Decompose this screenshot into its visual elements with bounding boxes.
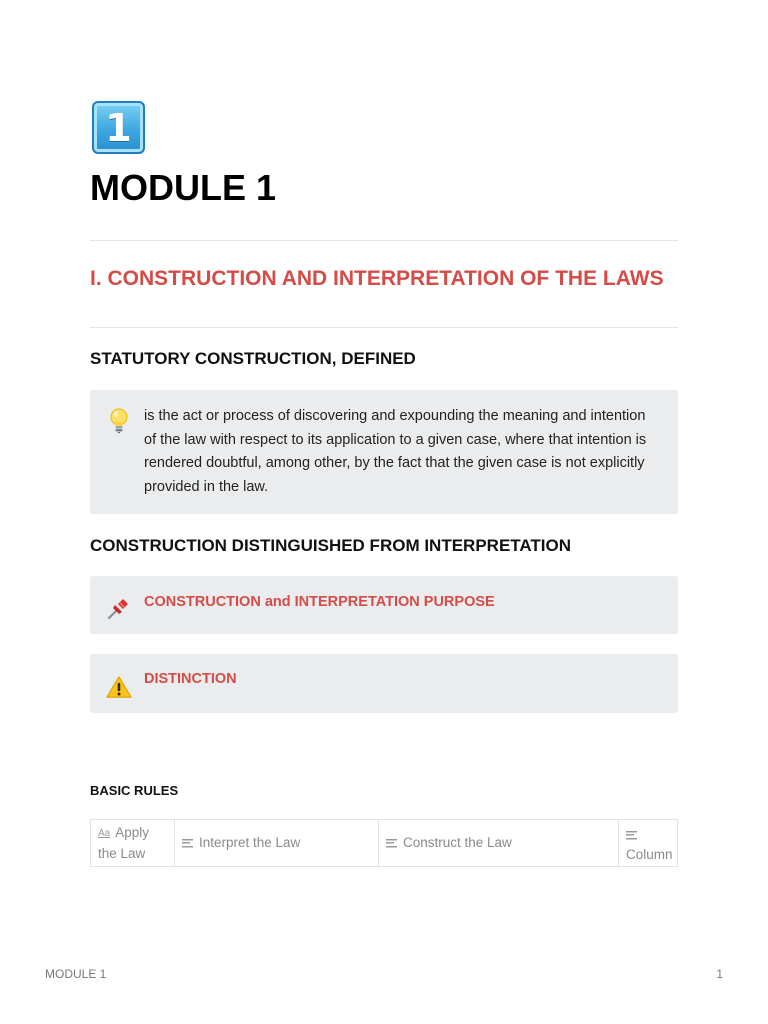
section-heading: I. CONSTRUCTION AND INTERPRETATION OF THE LAWS xyxy=(90,267,664,290)
column-label: Interpret the Law xyxy=(199,835,301,850)
distinguished-heading: CONSTRUCTION DISTINGUISHED FROM INTERPRETATION xyxy=(90,536,572,555)
statutory-heading: STATUTORY CONSTRUCTION, DEFINED xyxy=(90,349,416,368)
text-property-icon xyxy=(386,839,397,848)
table-column-header[interactable] xyxy=(618,820,678,866)
text-property-icon xyxy=(182,839,193,848)
page-icon-glyph: 1 xyxy=(105,105,132,150)
footer-title: MODULE 1 xyxy=(45,967,107,981)
table-column-header[interactable] xyxy=(90,820,174,866)
basic-rules-table xyxy=(90,819,678,867)
warning-icon xyxy=(106,674,132,700)
basic-rules-heading: BASIC RULES xyxy=(90,783,179,798)
light-bulb-icon xyxy=(106,408,132,434)
column-label: Construct the Law xyxy=(403,835,512,850)
divider xyxy=(90,240,678,241)
distinction-label: DISTINCTION xyxy=(144,671,237,687)
text-property-icon xyxy=(626,831,637,840)
definition-callout xyxy=(90,390,678,514)
page-title: MODULE 1 xyxy=(90,167,277,208)
table-column-header[interactable] xyxy=(174,820,378,866)
definition-text: is the act or process of discovering and expounding the meaning and intention of the law with respect to its application to a given case, where that intention is rendered doubtful, among other, by the fact that the given case is not explicitly provided in the law. xyxy=(144,408,647,495)
purpose-callout[interactable] xyxy=(90,576,678,634)
column-label: Apply the Law xyxy=(98,825,150,861)
column-label: Column xyxy=(626,847,673,862)
table-column-header[interactable] xyxy=(378,820,618,866)
keycap-digit-one-icon xyxy=(92,101,145,154)
divider xyxy=(90,327,678,328)
page-number: 1 xyxy=(716,967,723,981)
title-property-icon: Aa xyxy=(98,828,111,839)
purpose-label: CONSTRUCTION and INTERPRETATION PURPOSE xyxy=(144,594,495,610)
pushpin-icon xyxy=(106,595,132,621)
distinction-callout[interactable] xyxy=(90,654,678,713)
